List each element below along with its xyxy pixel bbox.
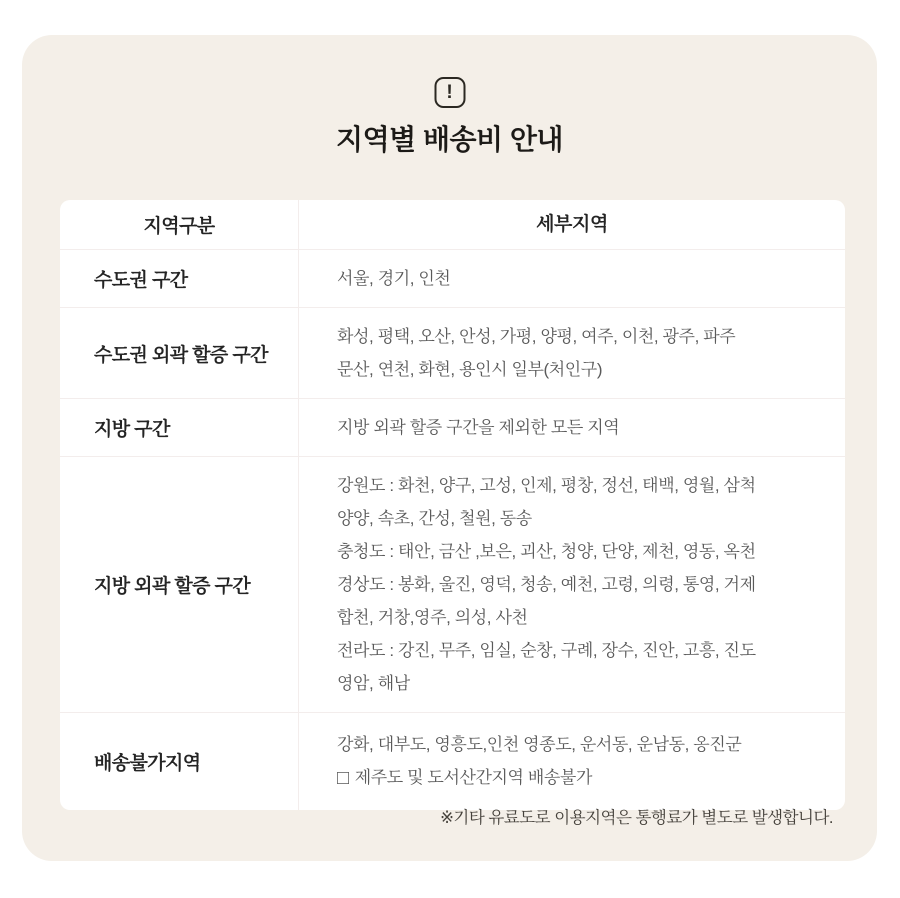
table-row-province-zone [60, 399, 845, 457]
jeju-note-text: 제주도 및 도서산간지역 배송불가 [354, 768, 592, 787]
region-label: 지방 외곽 할증 구간 [60, 457, 299, 712]
column-header-region: 지역구분 [60, 200, 299, 249]
detail-line: 경상도 : 봉화, 울진, 영덕, 청송, 예천, 고령, 의령, 통영, 거제 [337, 575, 756, 594]
region-label: 배송불가지역 [60, 713, 299, 810]
delivery-fee-table [60, 200, 845, 810]
checkbox-icon: □ [337, 767, 349, 789]
detail-line: 전라도 : 강진, 무주, 임실, 순창, 구례, 장수, 진안, 고흥, 진도 [337, 641, 756, 660]
column-header-detail: 세부지역 [536, 214, 608, 235]
table-row-capital-surcharge-zone [60, 308, 845, 399]
detail-line: 화성, 평택, 오산, 안성, 가평, 양평, 여주, 이천, 광주, 파주 [337, 327, 736, 346]
detail-line: 강화, 대부도, 영흥도,인천 영종도, 운서동, 운남동, 옹진군 [337, 735, 742, 754]
detail-line: 양양, 속초, 간성, 철원, 동송 [337, 509, 532, 528]
region-detail [299, 713, 845, 810]
detail-line: 서울, 경기, 인천 [337, 269, 451, 288]
region-label: 수도권 외곽 할증 구간 [60, 308, 299, 398]
region-label: 지방 구간 [60, 399, 299, 456]
page-title: 지역별 배송비 안내 [336, 124, 563, 155]
region-label: 수도권 구간 [60, 250, 299, 307]
table-row-capital-zone [60, 250, 845, 308]
detail-line: 충청도 : 태안, 금산 ,보은, 괴산, 청양, 단양, 제천, 영동, 옥천 [337, 542, 756, 561]
toll-footnote: ※기타 유료도로 이용지역은 통행료가 별도로 발생합니다. [440, 809, 833, 827]
exclamation-icon [434, 77, 465, 108]
table-row-province-surcharge-zone [60, 457, 845, 713]
region-detail [299, 399, 845, 456]
table-header-row [60, 200, 845, 250]
region-detail [299, 250, 845, 307]
exclamation-glyph: ! [446, 81, 453, 103]
detail-line: 영암, 해남 [337, 674, 410, 693]
detail-line: 지방 외곽 할증 구간을 제외한 모든 지역 [337, 418, 620, 437]
table-row-undeliverable-zone [60, 713, 845, 810]
detail-line: 합천, 거창,영주, 의성, 사천 [337, 608, 528, 627]
region-detail [299, 457, 845, 712]
region-detail [299, 308, 845, 398]
delivery-notice-card [22, 35, 877, 861]
detail-line: 문산, 연천, 화현, 용인시 일부(처인구) [337, 360, 603, 379]
detail-line-jeju [337, 761, 821, 795]
detail-line: 강원도 : 화천, 양구, 고성, 인제, 평창, 정선, 태백, 영월, 삼척 [337, 476, 756, 495]
